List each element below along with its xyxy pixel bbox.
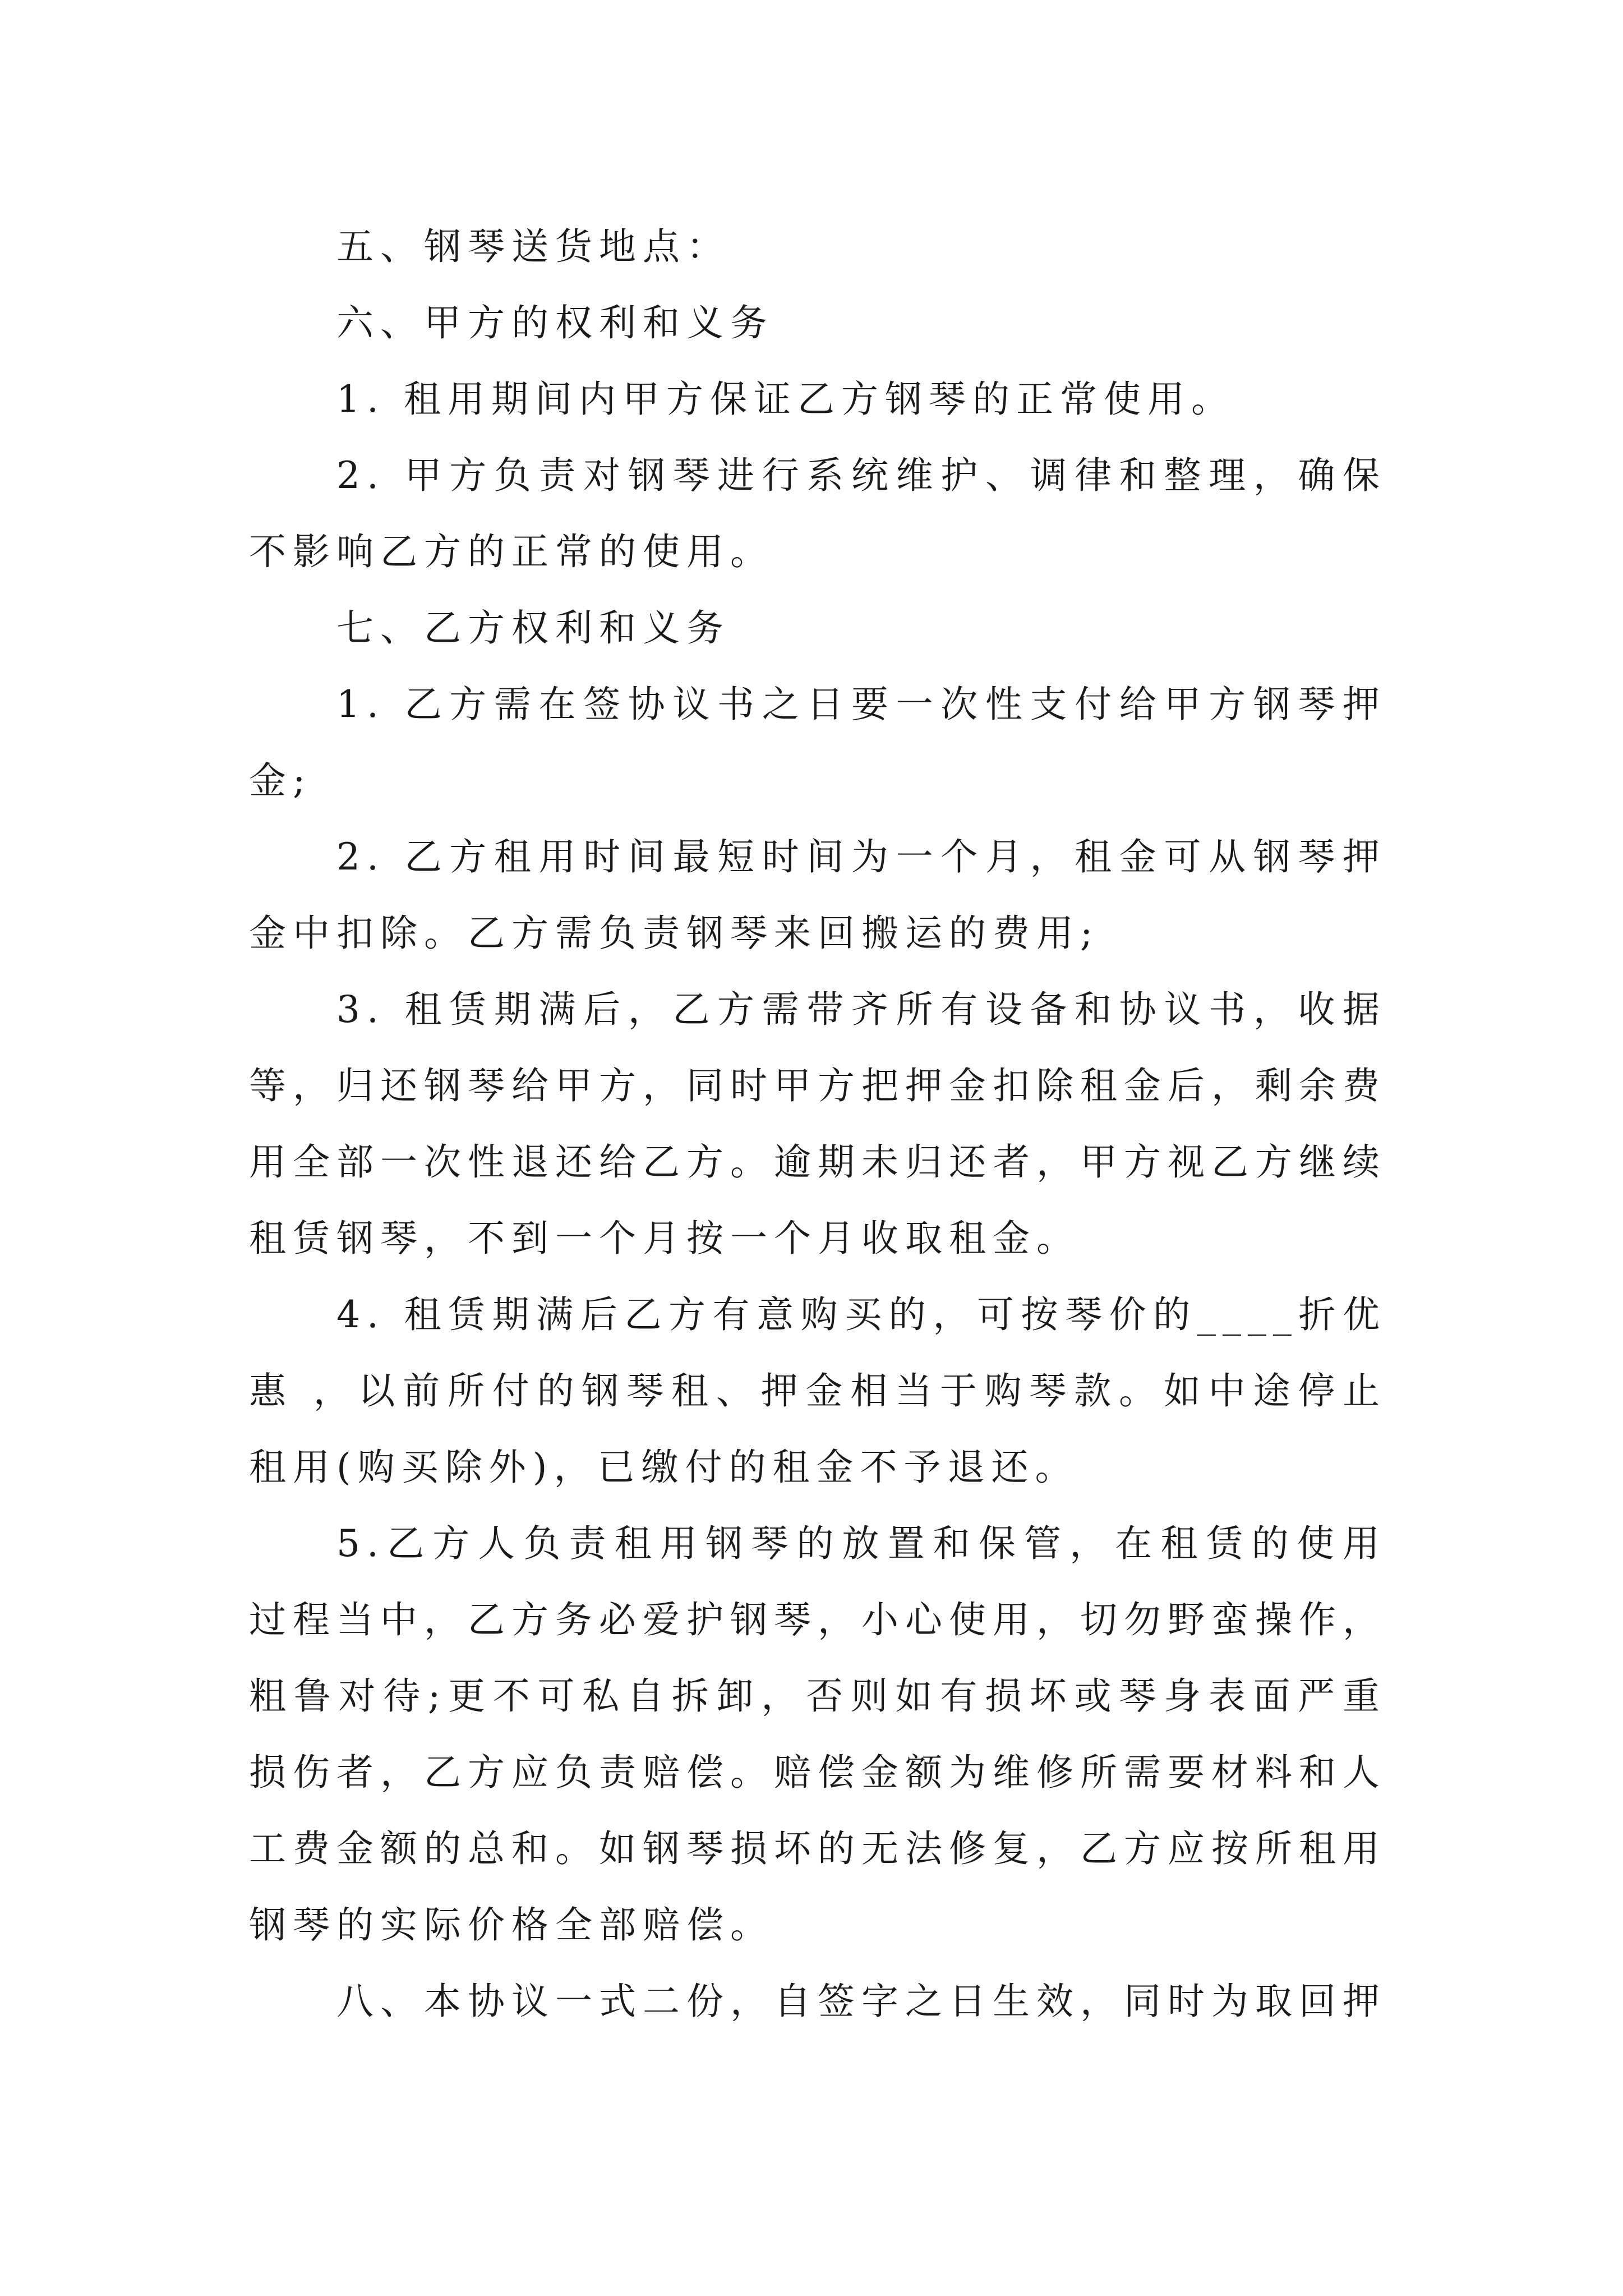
section-heading-party-a-rights: 六、甲方的权利和义务	[336, 301, 774, 344]
clause-party-b-3: 3. 租赁期满后，乙方需带齐所有设备和协议书，收据等，归还钢琴给甲方，同时甲方把押金扣除租金后，剩余费用全部一次性退还给乙方。逾期未归还者，甲方视乙方继续租赁钢琴，不到一个月按一个月收取租金。	[249, 988, 1386, 1260]
section-heading-agreement-copies: 八、本协议一式二份，自签字之日生效，同时为取回押	[336, 1980, 1386, 2023]
clause-party-b-5: 5.乙方人负责租用钢琴的放置和保管，在租赁的使用过程当中，乙方务必爱护钢琴，小心使用，切勿野蛮操作，粗鲁对待;更不可私自拆卸，否则如有损坏或琴身表面严重损伤者，乙方应负责赔偿。赔偿金额为维修所需要材料和人工费金额的总和。如钢琴损坏的无法修复，乙方应按所租用钢琴的实际价格全部赔偿。	[249, 1522, 1386, 1947]
document-body	[249, 209, 1386, 2040]
section-heading-delivery-location: 五、钢琴送货地点：	[336, 225, 730, 268]
clause-party-b-2: 2. 乙方租用时间最短时间为一个月，租金可从钢琴押金中扣除。乙方需负责钢琴来回搬运的费用;	[249, 835, 1386, 955]
clause-party-a-2: 2. 甲方负责对钢琴进行系统维护、调律和整理，确保不影响乙方的正常的使用。	[249, 454, 1386, 573]
clause-party-a-1: 1. 租用期间内甲方保证乙方钢琴的正常使用。	[336, 378, 1235, 421]
clause-party-b-1: 1. 乙方需在签协议书之日要一次性支付给甲方钢琴押金;	[249, 683, 1386, 802]
clause-party-b-4: 4. 租赁期满后乙方有意购买的，可按琴价的____折优惠 ，以前所付的钢琴租、押金相当于购琴款。如中途停止租用(购买除外)，已缴付的租金不予退还。	[249, 1293, 1386, 1489]
section-heading-party-b-rights: 七、乙方权利和义务	[336, 606, 730, 650]
